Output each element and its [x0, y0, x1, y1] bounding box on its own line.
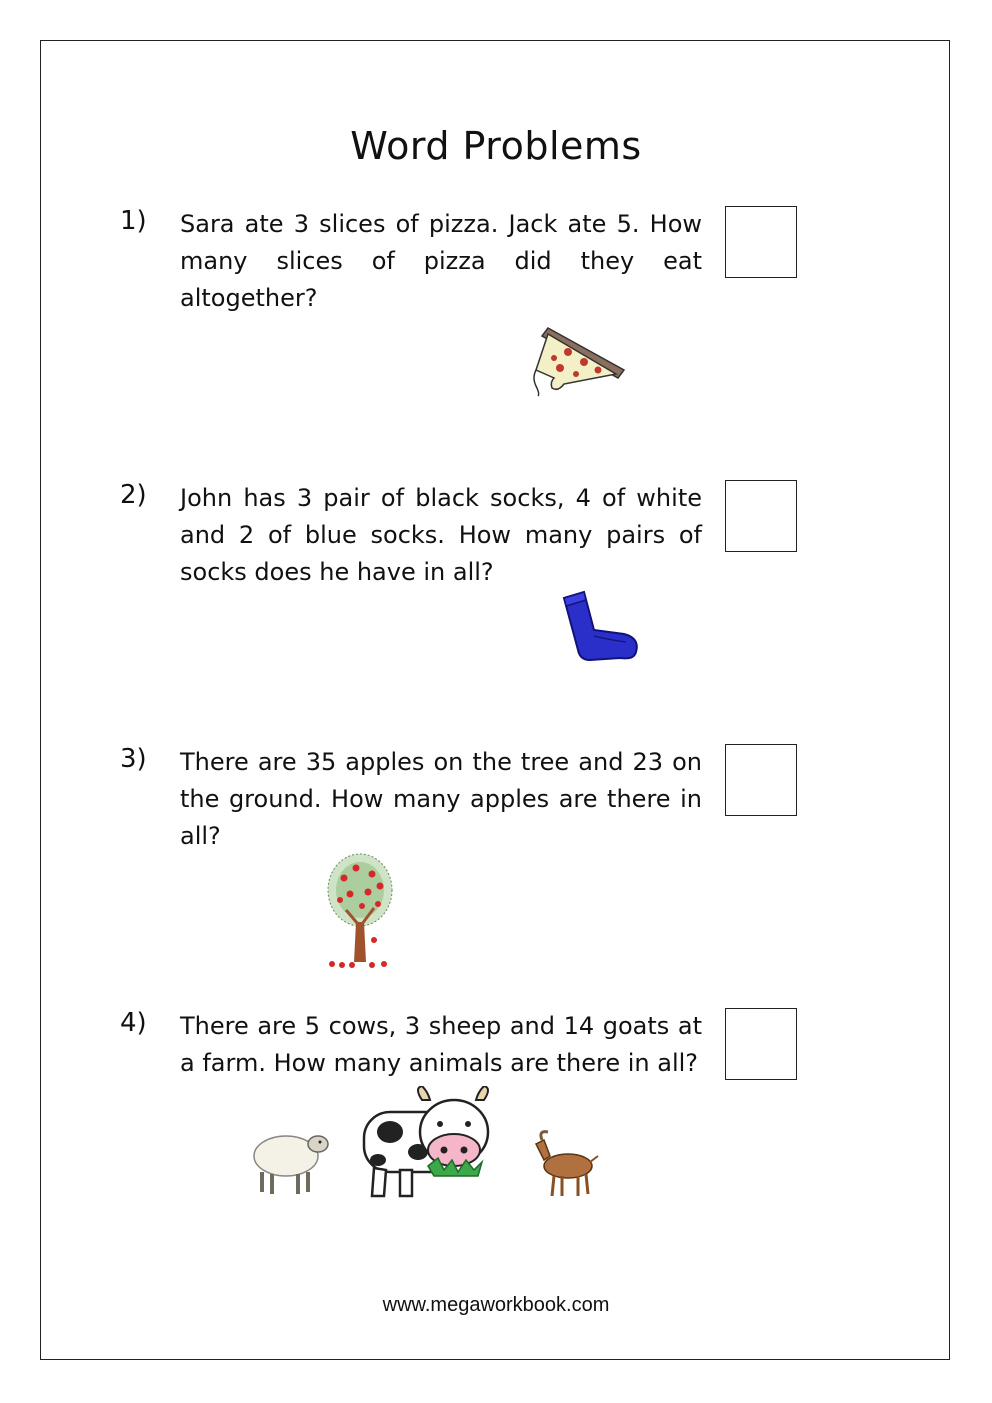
question-4-number: 4) [120, 1008, 147, 1038]
question-3-number: 3) [120, 744, 147, 774]
footer-url[interactable]: www.megaworkbook.com [382, 1294, 610, 1316]
answer-box-3[interactable] [725, 744, 797, 816]
answer-box-1[interactable] [725, 206, 797, 278]
question-3-text: There are 35 apples on the tree and 23 on the ground. How many apples are there in all? [180, 748, 702, 850]
apple-tree-icon [322, 852, 398, 970]
question-1-number: 1) [120, 206, 147, 236]
question-4-text: There are 5 cows, 3 sheep and 14 goats at a farm. How many animals are there in all? [180, 1012, 702, 1077]
answer-box-2[interactable] [725, 480, 797, 552]
page-title: Word Problems [350, 124, 642, 168]
pizza-slice-icon [528, 312, 632, 398]
answer-box-4[interactable] [725, 1008, 797, 1080]
sheep-icon [248, 1118, 332, 1198]
question-1-text: Sara ate 3 slices of pizza. Jack ate 5. How many slices of pizza did they eat altogether? [180, 210, 702, 312]
question-2-text: John has 3 pair of black socks, 4 of white and 2 of blue socks. How many pairs of socks does he have in all? [180, 484, 702, 586]
goat-icon [524, 1130, 608, 1200]
question-2-number: 2) [120, 480, 147, 510]
cow-icon [354, 1086, 508, 1202]
sock-icon [560, 590, 642, 664]
